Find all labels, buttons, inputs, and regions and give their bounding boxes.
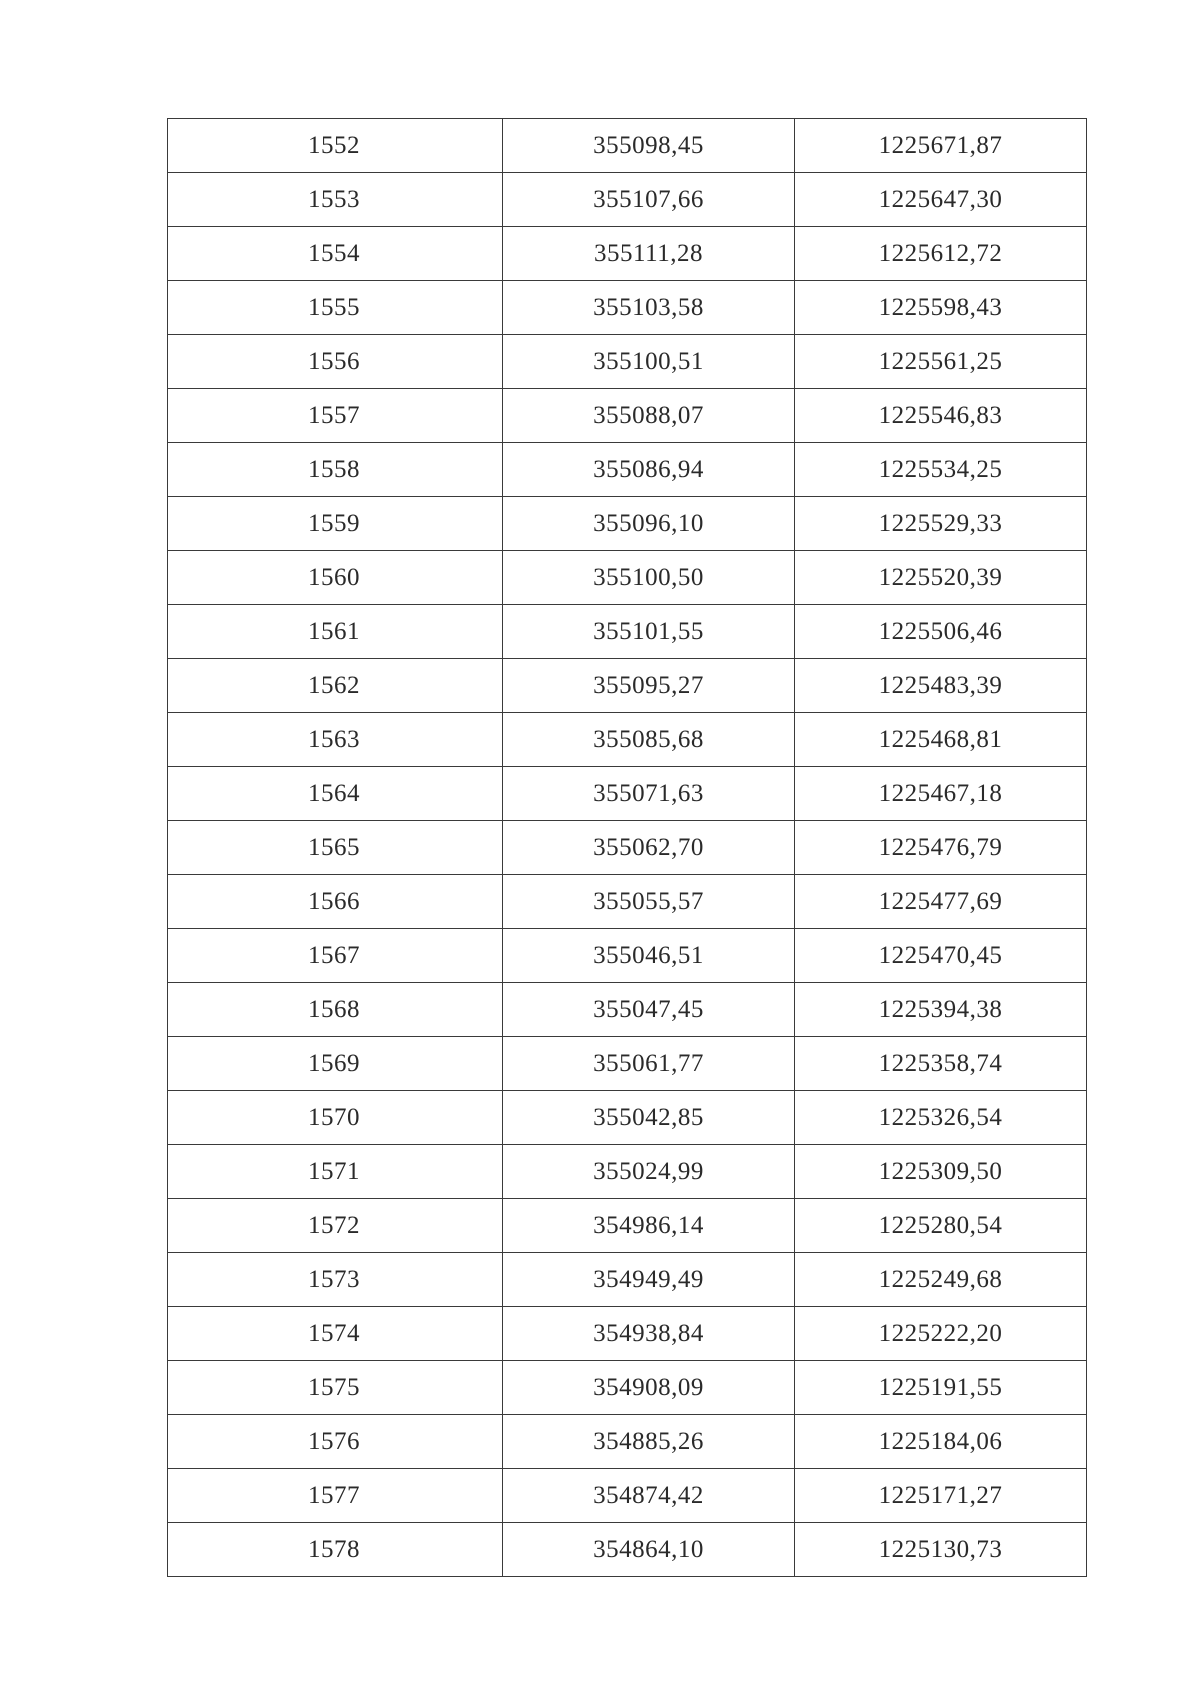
y-coordinate-cell: 1225483,39: [795, 659, 1087, 713]
table-row: [168, 443, 1087, 497]
x-coordinate-cell: 354885,26: [503, 1415, 795, 1469]
y-coordinate-cell: 1225249,68: [795, 1253, 1087, 1307]
x-coordinate-cell: 355042,85: [503, 1091, 795, 1145]
table-row: [168, 389, 1087, 443]
point-number-cell: 1565: [168, 821, 503, 875]
x-coordinate-cell: 355103,58: [503, 281, 795, 335]
point-number-cell: 1552: [168, 119, 503, 173]
y-coordinate-cell: 1225191,55: [795, 1361, 1087, 1415]
x-coordinate-cell: 355086,94: [503, 443, 795, 497]
x-coordinate-cell: 354986,14: [503, 1199, 795, 1253]
x-coordinate-cell: 354874,42: [503, 1469, 795, 1523]
y-coordinate-cell: 1225470,45: [795, 929, 1087, 983]
table-row: [168, 227, 1087, 281]
point-number-cell: 1562: [168, 659, 503, 713]
y-coordinate-cell: 1225326,54: [795, 1091, 1087, 1145]
point-number-cell: 1553: [168, 173, 503, 227]
table-row: [168, 1361, 1087, 1415]
y-coordinate-cell: 1225534,25: [795, 443, 1087, 497]
table-row: [168, 497, 1087, 551]
y-coordinate-cell: 1225184,06: [795, 1415, 1087, 1469]
table-row: [168, 1145, 1087, 1199]
table-row: [168, 1469, 1087, 1523]
x-coordinate-cell: 355046,51: [503, 929, 795, 983]
point-number-cell: 1573: [168, 1253, 503, 1307]
table-row: [168, 551, 1087, 605]
x-coordinate-cell: 355101,55: [503, 605, 795, 659]
table-row: [168, 173, 1087, 227]
coordinates-table: [167, 118, 1087, 1577]
x-coordinate-cell: 355061,77: [503, 1037, 795, 1091]
y-coordinate-cell: 1225468,81: [795, 713, 1087, 767]
x-coordinate-cell: 355096,10: [503, 497, 795, 551]
x-coordinate-cell: 355024,99: [503, 1145, 795, 1199]
x-coordinate-cell: 355111,28: [503, 227, 795, 281]
table-row: [168, 1037, 1087, 1091]
point-number-cell: 1557: [168, 389, 503, 443]
coordinates-table-body: [168, 119, 1087, 1577]
y-coordinate-cell: 1225280,54: [795, 1199, 1087, 1253]
point-number-cell: 1567: [168, 929, 503, 983]
y-coordinate-cell: 1225647,30: [795, 173, 1087, 227]
table-row: [168, 1307, 1087, 1361]
table-row: [168, 119, 1087, 173]
point-number-cell: 1570: [168, 1091, 503, 1145]
y-coordinate-cell: 1225671,87: [795, 119, 1087, 173]
x-coordinate-cell: 355098,45: [503, 119, 795, 173]
point-number-cell: 1575: [168, 1361, 503, 1415]
x-coordinate-cell: 354864,10: [503, 1523, 795, 1577]
point-number-cell: 1559: [168, 497, 503, 551]
point-number-cell: 1576: [168, 1415, 503, 1469]
table-row: [168, 335, 1087, 389]
x-coordinate-cell: 354949,49: [503, 1253, 795, 1307]
y-coordinate-cell: 1225561,25: [795, 335, 1087, 389]
table-row: [168, 929, 1087, 983]
y-coordinate-cell: 1225358,74: [795, 1037, 1087, 1091]
table-row: [168, 713, 1087, 767]
y-coordinate-cell: 1225506,46: [795, 605, 1087, 659]
y-coordinate-cell: 1225598,43: [795, 281, 1087, 335]
x-coordinate-cell: 355107,66: [503, 173, 795, 227]
x-coordinate-cell: 354938,84: [503, 1307, 795, 1361]
x-coordinate-cell: 355085,68: [503, 713, 795, 767]
x-coordinate-cell: 355088,07: [503, 389, 795, 443]
table-row: [168, 875, 1087, 929]
y-coordinate-cell: 1225171,27: [795, 1469, 1087, 1523]
point-number-cell: 1574: [168, 1307, 503, 1361]
x-coordinate-cell: 354908,09: [503, 1361, 795, 1415]
point-number-cell: 1555: [168, 281, 503, 335]
point-number-cell: 1571: [168, 1145, 503, 1199]
table-row: [168, 1091, 1087, 1145]
point-number-cell: 1558: [168, 443, 503, 497]
y-coordinate-cell: 1225546,83: [795, 389, 1087, 443]
y-coordinate-cell: 1225130,73: [795, 1523, 1087, 1577]
y-coordinate-cell: 1225477,69: [795, 875, 1087, 929]
table-row: [168, 1415, 1087, 1469]
point-number-cell: 1569: [168, 1037, 503, 1091]
x-coordinate-cell: 355100,50: [503, 551, 795, 605]
x-coordinate-cell: 355062,70: [503, 821, 795, 875]
table-row: [168, 281, 1087, 335]
y-coordinate-cell: 1225309,50: [795, 1145, 1087, 1199]
table-row: [168, 1253, 1087, 1307]
x-coordinate-cell: 355100,51: [503, 335, 795, 389]
point-number-cell: 1577: [168, 1469, 503, 1523]
point-number-cell: 1578: [168, 1523, 503, 1577]
point-number-cell: 1566: [168, 875, 503, 929]
point-number-cell: 1564: [168, 767, 503, 821]
y-coordinate-cell: 1225222,20: [795, 1307, 1087, 1361]
y-coordinate-cell: 1225476,79: [795, 821, 1087, 875]
y-coordinate-cell: 1225529,33: [795, 497, 1087, 551]
point-number-cell: 1568: [168, 983, 503, 1037]
x-coordinate-cell: 355071,63: [503, 767, 795, 821]
table-row: [168, 1523, 1087, 1577]
point-number-cell: 1560: [168, 551, 503, 605]
table-row: [168, 605, 1087, 659]
table-row: [168, 1199, 1087, 1253]
point-number-cell: 1572: [168, 1199, 503, 1253]
x-coordinate-cell: 355095,27: [503, 659, 795, 713]
point-number-cell: 1561: [168, 605, 503, 659]
table-row: [168, 659, 1087, 713]
point-number-cell: 1554: [168, 227, 503, 281]
y-coordinate-cell: 1225612,72: [795, 227, 1087, 281]
point-number-cell: 1563: [168, 713, 503, 767]
y-coordinate-cell: 1225394,38: [795, 983, 1087, 1037]
table-row: [168, 821, 1087, 875]
x-coordinate-cell: 355055,57: [503, 875, 795, 929]
table-row: [168, 983, 1087, 1037]
point-number-cell: 1556: [168, 335, 503, 389]
table-row: [168, 767, 1087, 821]
y-coordinate-cell: 1225467,18: [795, 767, 1087, 821]
y-coordinate-cell: 1225520,39: [795, 551, 1087, 605]
x-coordinate-cell: 355047,45: [503, 983, 795, 1037]
